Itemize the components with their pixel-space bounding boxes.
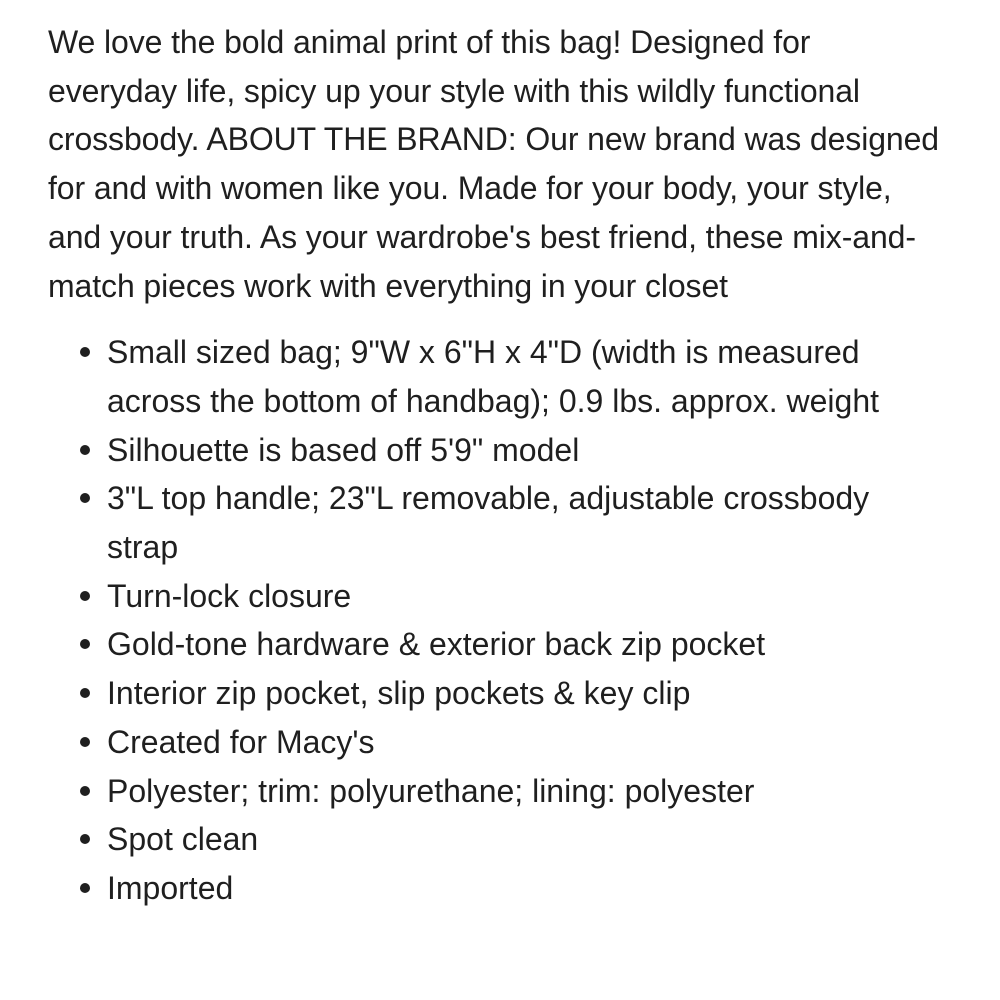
feature-text: Polyester; trim: polyurethane; lining: polyester [107,772,755,809]
bullet-icon [80,786,90,796]
feature-list-item [48,474,947,571]
feature-list-item [48,572,947,621]
feature-list-item [48,328,947,425]
feature-text: Created for Macy's [107,723,375,760]
feature-text: Imported [107,869,234,906]
feature-list-item [48,815,947,864]
feature-text: Gold-tone hardware & exterior back zip pocket [107,626,766,663]
feature-list-item [48,864,947,913]
feature-list-item [48,426,947,475]
feature-text: Silhouette is based off 5'9" model [107,431,580,468]
bullet-icon [80,493,90,503]
bullet-icon [80,445,90,455]
bullet-icon [80,834,90,844]
product-description: We love the bold animal print of this bag! Designed for everyday life, spicy up your style with this wildly functional crossbody. ABOUT THE BRAND: Our new brand was designed for and with women like you. Made for your body, your style, and your truth. As your wardrobe's best friend, these mix-and-match pieces work with everything in your closet [48,24,939,304]
bullet-icon [80,591,90,601]
feature-list-item [48,620,947,669]
bullet-icon [80,883,90,893]
feature-text: 3"L top handle; 23"L removable, adjustable crossbody strap [107,480,870,566]
bullet-icon [80,737,90,747]
feature-list-item [48,767,947,816]
feature-text: Small sized bag; 9"W x 6"H x 4"D (width is measured across the bottom of handbag); 0.9 lbs. approx. weight [107,334,880,419]
feature-list-item [48,718,947,767]
bullet-icon [80,688,90,698]
bullet-icon [80,639,90,649]
feature-list-item [48,669,947,718]
feature-list [48,328,960,912]
feature-text: Spot clean [107,821,259,858]
feature-text: Interior zip pocket, slip pockets & key clip [107,675,691,712]
feature-text: Turn-lock closure [107,577,352,614]
bullet-icon [80,347,90,357]
